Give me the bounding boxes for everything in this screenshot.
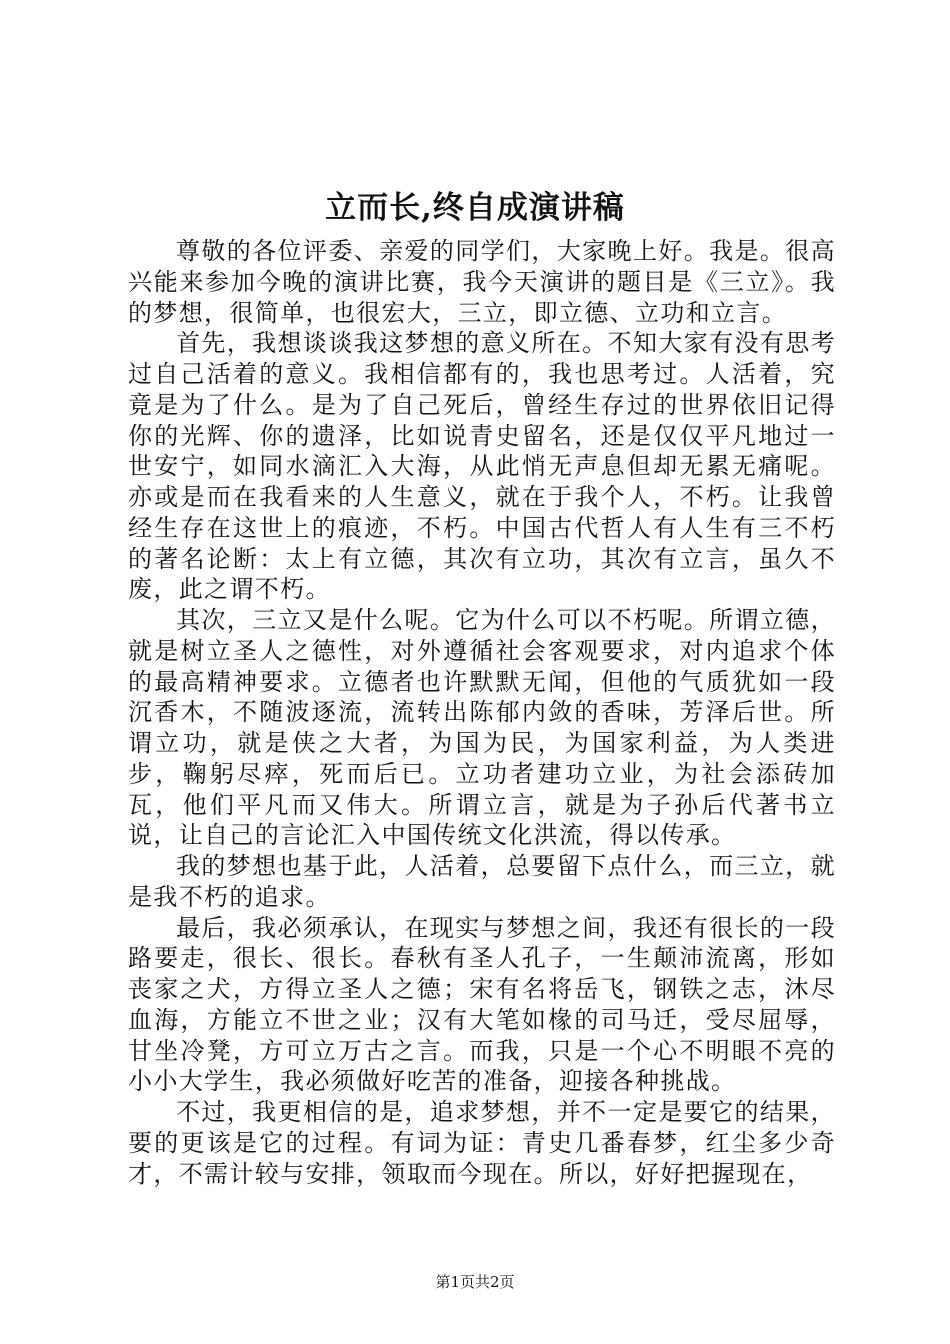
page-total: 共2页 — [475, 1273, 515, 1291]
paragraph: 其次，三立又是什么呢。它为什么可以不朽呢。所谓立德，就是树立圣人之德性，对外遵循社会客观要求，对内追求个体的最高精神要求。立德者也许默默无闻，但他的气质犹如一段沉香木，不随波逐流，流转出陈郁内敛的香味，芳泽后世。所谓立功，就是侠之大者，为国为民，为国家利益，为人类进步，鞠躬尽瘁，死而后已。立功者建功立业，为社会添砖加瓦，他们平凡而又伟大。所谓立言，就是为子孙后代著书立说，让自己的言论汇入中国传统文化洪流，得以传承。 — [128, 606, 836, 850]
page-number: 第1页 — [435, 1273, 475, 1291]
document-title: 立而长,终自成演讲稿 — [325, 190, 625, 226]
paragraph: 最后，我必须承认，在现实与梦想之间，我还有很长的一段路要走，很长、很长。春秋有圣人孔子，一生颠沛流离，形如丧家之犬，方得立圣人之德；宋有名将岳飞，钢铁之志，沐尽血海，方能立不世之业；汉有大笔如椽的司马迁，受尽屈辱，甘坐冷凳，方可立万古之言。而我，只是一个心不明眼不亮的小小大学生，我必须做好吃苦的准备，迎接各种挑战。 — [128, 913, 836, 1096]
page-footer — [0, 1272, 950, 1292]
paragraph: 首先，我想谈谈我这梦想的意义所在。不知大家有没有思考过自己活着的意义。我相信都有的，我也思考过。人活着，究竟是为了什么。是为了自己死后，曾经生存过的世界依旧记得你的光辉、你的遗泽，比如说青史留名，还是仅仅平凡地过一世安宁，如同水滴汇入大海，从此悄无声息但却无累无痛呢。亦或是而在我看来的人生意义，就在于我个人，不朽。让我曾经生存在这世上的痕迹，不朽。中国古代哲人有人生有三不朽的著名论断：太上有立德，其次有立功，其次有立言，虽久不废，此之谓不朽。 — [128, 329, 836, 604]
document-body — [128, 236, 836, 1189]
paragraph: 不过，我更相信的是，追求梦想，并不一定是要它的结果，要的更该是它的过程。有词为证：青史几番春梦，红尘多少奇才，不需计较与安排，领取而今现在。所以，好好把握现在， — [128, 1098, 836, 1188]
paragraph: 尊敬的各位评委、亲爱的同学们，大家晚上好。我是。很高兴能来参加今晚的演讲比赛，我今天演讲的题目是《三立》。我的梦想，很简单，也很宏大，三立，即立德、立功和立言。 — [128, 237, 836, 327]
paragraph: 我的梦想也基于此，人活着，总要留下点什么，而三立，就是我不朽的追求。 — [128, 852, 836, 911]
